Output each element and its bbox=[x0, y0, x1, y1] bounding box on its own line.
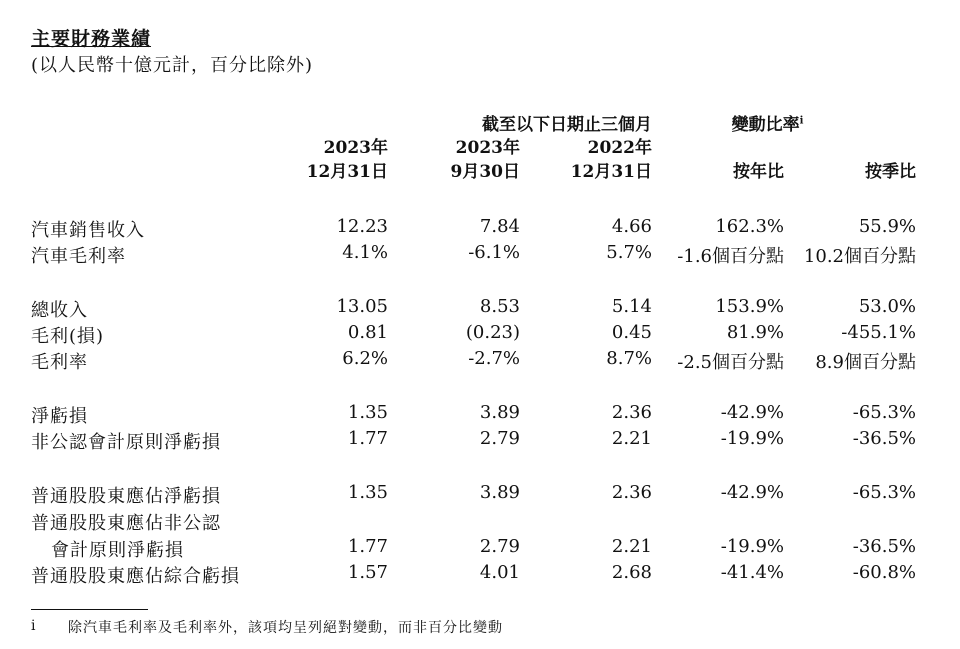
value-qoq: -65.3% bbox=[852, 402, 916, 423]
value-q4-2022: 4.66 bbox=[611, 216, 652, 237]
value-q4-2022: 0.45 bbox=[611, 322, 652, 343]
table-row bbox=[0, 402, 960, 428]
row-label: 毛利率 bbox=[31, 352, 88, 373]
row-label: 普通股股東應佔非公認 bbox=[31, 513, 221, 534]
value-qoq: -65.3% bbox=[852, 482, 916, 503]
table-row bbox=[0, 322, 960, 348]
footnote-text: 除汽車毛利率及毛利率外，該項均呈列絕對變動，而非百分比變動 bbox=[68, 620, 503, 636]
value-q4-2023: 1.77 bbox=[347, 536, 388, 557]
table-row bbox=[0, 536, 960, 562]
value-q3-2023: 4.01 bbox=[479, 562, 520, 583]
column-header-q4-2023 bbox=[278, 136, 388, 184]
row-label: 汽車毛利率 bbox=[31, 246, 126, 267]
footnote-marker: i bbox=[31, 618, 36, 634]
value-q4-2023: 6.2% bbox=[342, 348, 388, 369]
table-row bbox=[0, 482, 960, 508]
value-q4-2022: 2.36 bbox=[611, 482, 652, 503]
row-label: 淨虧損 bbox=[31, 406, 88, 427]
table-row bbox=[0, 562, 960, 588]
value-q3-2023: 8.53 bbox=[479, 296, 520, 317]
value-q4-2022: 2.21 bbox=[611, 428, 652, 449]
value-q3-2023: 3.89 bbox=[479, 402, 520, 423]
table-row bbox=[0, 509, 960, 535]
value-q3-2023: 7.84 bbox=[479, 216, 520, 237]
row-label: 會計原則淨虧損 bbox=[51, 540, 184, 561]
period-group-header: 截至以下日期止三個月 bbox=[482, 115, 652, 135]
column-header-date: 12月31日 bbox=[306, 162, 388, 182]
value-yoy: 162.3% bbox=[715, 216, 784, 237]
value-yoy: -2.5個百分點 bbox=[677, 352, 784, 373]
change-footnote-marker: i bbox=[799, 115, 804, 127]
table-row bbox=[0, 428, 960, 454]
column-header-qoq: 按季比 bbox=[865, 162, 916, 182]
value-q4-2023: 13.05 bbox=[336, 296, 388, 317]
value-qoq: -36.5% bbox=[852, 428, 916, 449]
value-q4-2022: 2.36 bbox=[611, 402, 652, 423]
value-yoy: 153.9% bbox=[715, 296, 784, 317]
value-yoy: -42.9% bbox=[720, 482, 784, 503]
column-header-yoy: 按年比 bbox=[733, 162, 784, 182]
column-header-date: 9月30日 bbox=[450, 162, 520, 182]
value-q3-2023: -2.7% bbox=[468, 348, 520, 369]
value-yoy: -42.9% bbox=[720, 402, 784, 423]
column-header-year: 2023年 bbox=[323, 138, 388, 158]
column-header-year: 2022年 bbox=[587, 138, 652, 158]
value-q4-2022: 8.7% bbox=[606, 348, 652, 369]
value-q3-2023: (0.23) bbox=[465, 322, 520, 343]
value-q4-2022: 5.14 bbox=[611, 296, 652, 317]
row-label: 非公認會計原則淨虧損 bbox=[31, 432, 221, 453]
value-yoy: -19.9% bbox=[720, 428, 784, 449]
row-label: 普通股股東應佔綜合虧損 bbox=[31, 566, 240, 587]
value-q4-2023: 12.23 bbox=[336, 216, 388, 237]
row-label: 毛利(損) bbox=[31, 326, 105, 347]
value-q4-2023: 1.35 bbox=[347, 482, 388, 503]
value-q4-2022: 2.68 bbox=[611, 562, 652, 583]
column-header-q3-2023 bbox=[410, 136, 520, 184]
value-q4-2023: 4.1% bbox=[342, 242, 388, 263]
table-subtitle: (以人民幣十億元計，百分比除外) bbox=[31, 55, 314, 76]
column-header-date: 12月31日 bbox=[570, 162, 652, 182]
value-yoy: -1.6個百分點 bbox=[677, 246, 784, 267]
table-title: 主要財務業績 bbox=[31, 28, 152, 50]
table-row bbox=[0, 242, 960, 268]
value-qoq: 8.9個百分點 bbox=[815, 352, 916, 373]
table-row bbox=[0, 296, 960, 322]
table-row bbox=[0, 216, 960, 242]
row-label: 總收入 bbox=[31, 300, 88, 321]
row-label: 汽車銷售收入 bbox=[31, 220, 145, 241]
value-q4-2023: 0.81 bbox=[347, 322, 388, 343]
table-row bbox=[0, 348, 960, 374]
change-group-header: 變動比率$^i$ bbox=[731, 115, 804, 135]
value-qoq: 55.9% bbox=[858, 216, 916, 237]
value-q3-2023: 3.89 bbox=[479, 482, 520, 503]
value-q3-2023: 2.79 bbox=[479, 536, 520, 557]
value-q4-2023: 1.77 bbox=[347, 428, 388, 449]
row-label: 普通股股東應佔淨虧損 bbox=[31, 486, 221, 507]
value-yoy: -19.9% bbox=[720, 536, 784, 557]
column-header-q4-2022 bbox=[542, 136, 652, 184]
value-qoq: -36.5% bbox=[852, 536, 916, 557]
value-qoq: -60.8% bbox=[852, 562, 916, 583]
value-qoq: -455.1% bbox=[841, 322, 916, 343]
value-q4-2022: 5.7% bbox=[606, 242, 652, 263]
value-q3-2023: 2.79 bbox=[479, 428, 520, 449]
value-q4-2022: 2.21 bbox=[611, 536, 652, 557]
column-header-year: 2023年 bbox=[455, 138, 520, 158]
footnote-divider bbox=[31, 609, 148, 610]
value-yoy: -41.4% bbox=[720, 562, 784, 583]
value-q4-2023: 1.57 bbox=[347, 562, 388, 583]
value-qoq: 10.2個百分點 bbox=[803, 246, 916, 267]
value-yoy: 81.9% bbox=[726, 322, 784, 343]
value-q3-2023: -6.1% bbox=[468, 242, 520, 263]
value-qoq: 53.0% bbox=[858, 296, 916, 317]
value-q4-2023: 1.35 bbox=[347, 402, 388, 423]
